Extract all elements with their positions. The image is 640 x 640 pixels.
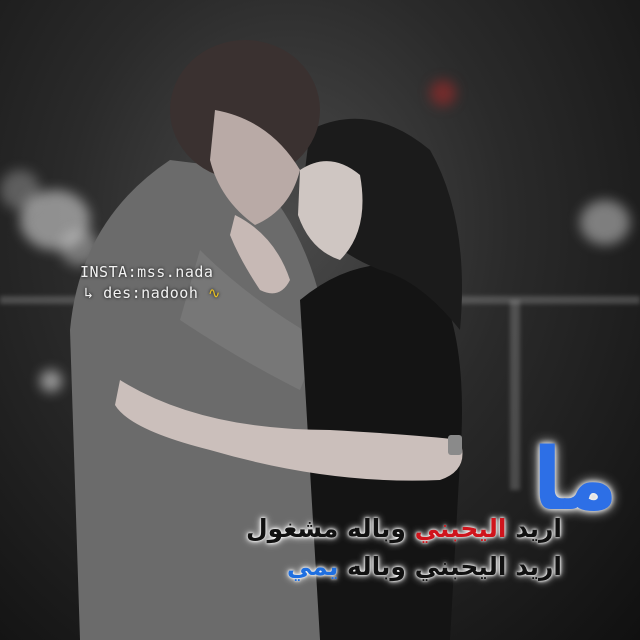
- caption-big-letter: ما: [532, 430, 618, 530]
- watermark-designer: des:nadooh: [103, 284, 199, 302]
- caption-line-1: [246, 514, 562, 543]
- caption-line-1-highlight: اليحبني: [414, 514, 507, 543]
- caption-line-2-highlight: يمي: [286, 552, 339, 581]
- signal-icon: ∿: [207, 284, 221, 302]
- watermark-insta: INSTA:mss.nada: [80, 263, 214, 281]
- caption-line-2-prefix: اريد اليحبني وباله: [338, 552, 562, 581]
- arrow-icon: ↳: [84, 284, 94, 302]
- caption-line-2: [287, 552, 562, 581]
- watermark-designer-row: [84, 284, 221, 302]
- caption-line-1-prefix: اريد: [506, 514, 562, 543]
- caption-line-1-suffix: وباله مشغول: [245, 514, 415, 543]
